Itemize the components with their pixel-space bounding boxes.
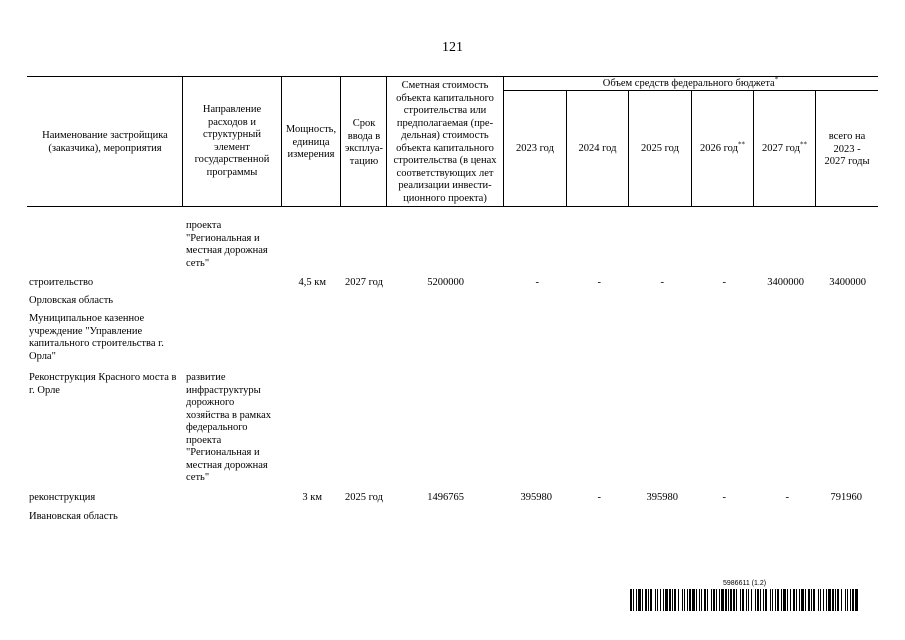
header-capacity: Мощность, единица измерения <box>285 124 337 160</box>
row1-total: 3400000 <box>829 277 866 288</box>
header-cost: Сметная стоимость объекта капитального строительства или предполагаемая (пре-дельная) стоимость объекта капитального строительства (в ценах соответствующих лет реализации инвести-ционного проекта) <box>393 80 497 204</box>
year-mark: ** <box>799 140 807 149</box>
row2-2023: 395980 <box>520 492 552 503</box>
header-year-2026 <box>692 140 753 156</box>
row1-cost: 5200000 <box>427 277 464 288</box>
header-deadline: Срок ввода в эксплуа-тацию <box>344 118 384 167</box>
column-divider <box>182 76 183 206</box>
year-label: 2025 год <box>641 143 679 154</box>
region-1: Орловская область <box>29 295 114 306</box>
year-label: 2026 год <box>700 143 738 154</box>
header-total: всего на 2023 - 2027 годы <box>824 131 870 167</box>
header-year-2023 <box>504 143 566 156</box>
column-divider <box>340 76 341 206</box>
row1-2025: - <box>660 277 664 288</box>
barcode <box>630 589 858 611</box>
barcode-label: 5986611 (1.2) <box>723 580 767 587</box>
header-name: Наименование застройщика (заказчика), мероприятия <box>42 130 168 154</box>
row1-2026: - <box>722 277 726 288</box>
row1-name: строительство <box>29 277 94 288</box>
row2-2024: - <box>597 492 601 503</box>
page-number: 121 <box>442 40 463 55</box>
row2-2025: 395980 <box>646 492 678 503</box>
header-bottom-rule <box>27 206 878 207</box>
row2-total: 791960 <box>830 492 862 503</box>
table-top-rule <box>27 76 878 77</box>
row1-2024: - <box>597 277 601 288</box>
header-year-2027 <box>754 140 815 156</box>
project-1-direction: развитие инфраструктуры дорожного хозяйства в рамках федерального проекта "Региональная и местная дорожная сеть" <box>186 372 272 483</box>
year-label: 2024 год <box>578 143 617 154</box>
row2-capacity: 3 км <box>302 492 322 503</box>
header-year-2024 <box>567 143 628 156</box>
continued-direction: проекта "Региональная и местная дорожная сеть" <box>186 220 268 269</box>
column-divider <box>503 76 504 206</box>
row1-2023: - <box>535 277 539 288</box>
column-divider <box>815 90 816 206</box>
year-group-mark: * <box>774 75 779 84</box>
header-year-group <box>505 75 876 91</box>
header-direction: Направление расходов и структурный элемент государственной программы <box>194 104 270 178</box>
year-label: 2023 год <box>516 143 554 154</box>
header-year-2025 <box>629 143 691 156</box>
row2-2027: - <box>785 492 789 503</box>
row1-2027: 3400000 <box>767 277 804 288</box>
year-label: 2027 год <box>762 143 800 154</box>
project-1-name: Реконструкция Красного моста в г. Орле <box>29 372 177 396</box>
region-2: Ивановская область <box>29 511 118 522</box>
row1-capacity: 4,5 км <box>298 277 326 288</box>
year-group-title: Объем средств федерального бюджета <box>602 78 775 89</box>
row2-deadline: 2025 год <box>345 492 383 503</box>
row1-deadline: 2027 год <box>345 277 383 288</box>
year-mark: ** <box>737 140 745 149</box>
column-divider <box>386 76 387 206</box>
row2-2026: - <box>722 492 726 503</box>
customer-1: Муниципальное казенное учреждение "Управление капитального строительства г. Орла" <box>29 313 164 362</box>
row2-name: реконструкция <box>29 492 96 503</box>
column-divider <box>281 76 282 206</box>
row2-cost: 1496765 <box>427 492 464 503</box>
